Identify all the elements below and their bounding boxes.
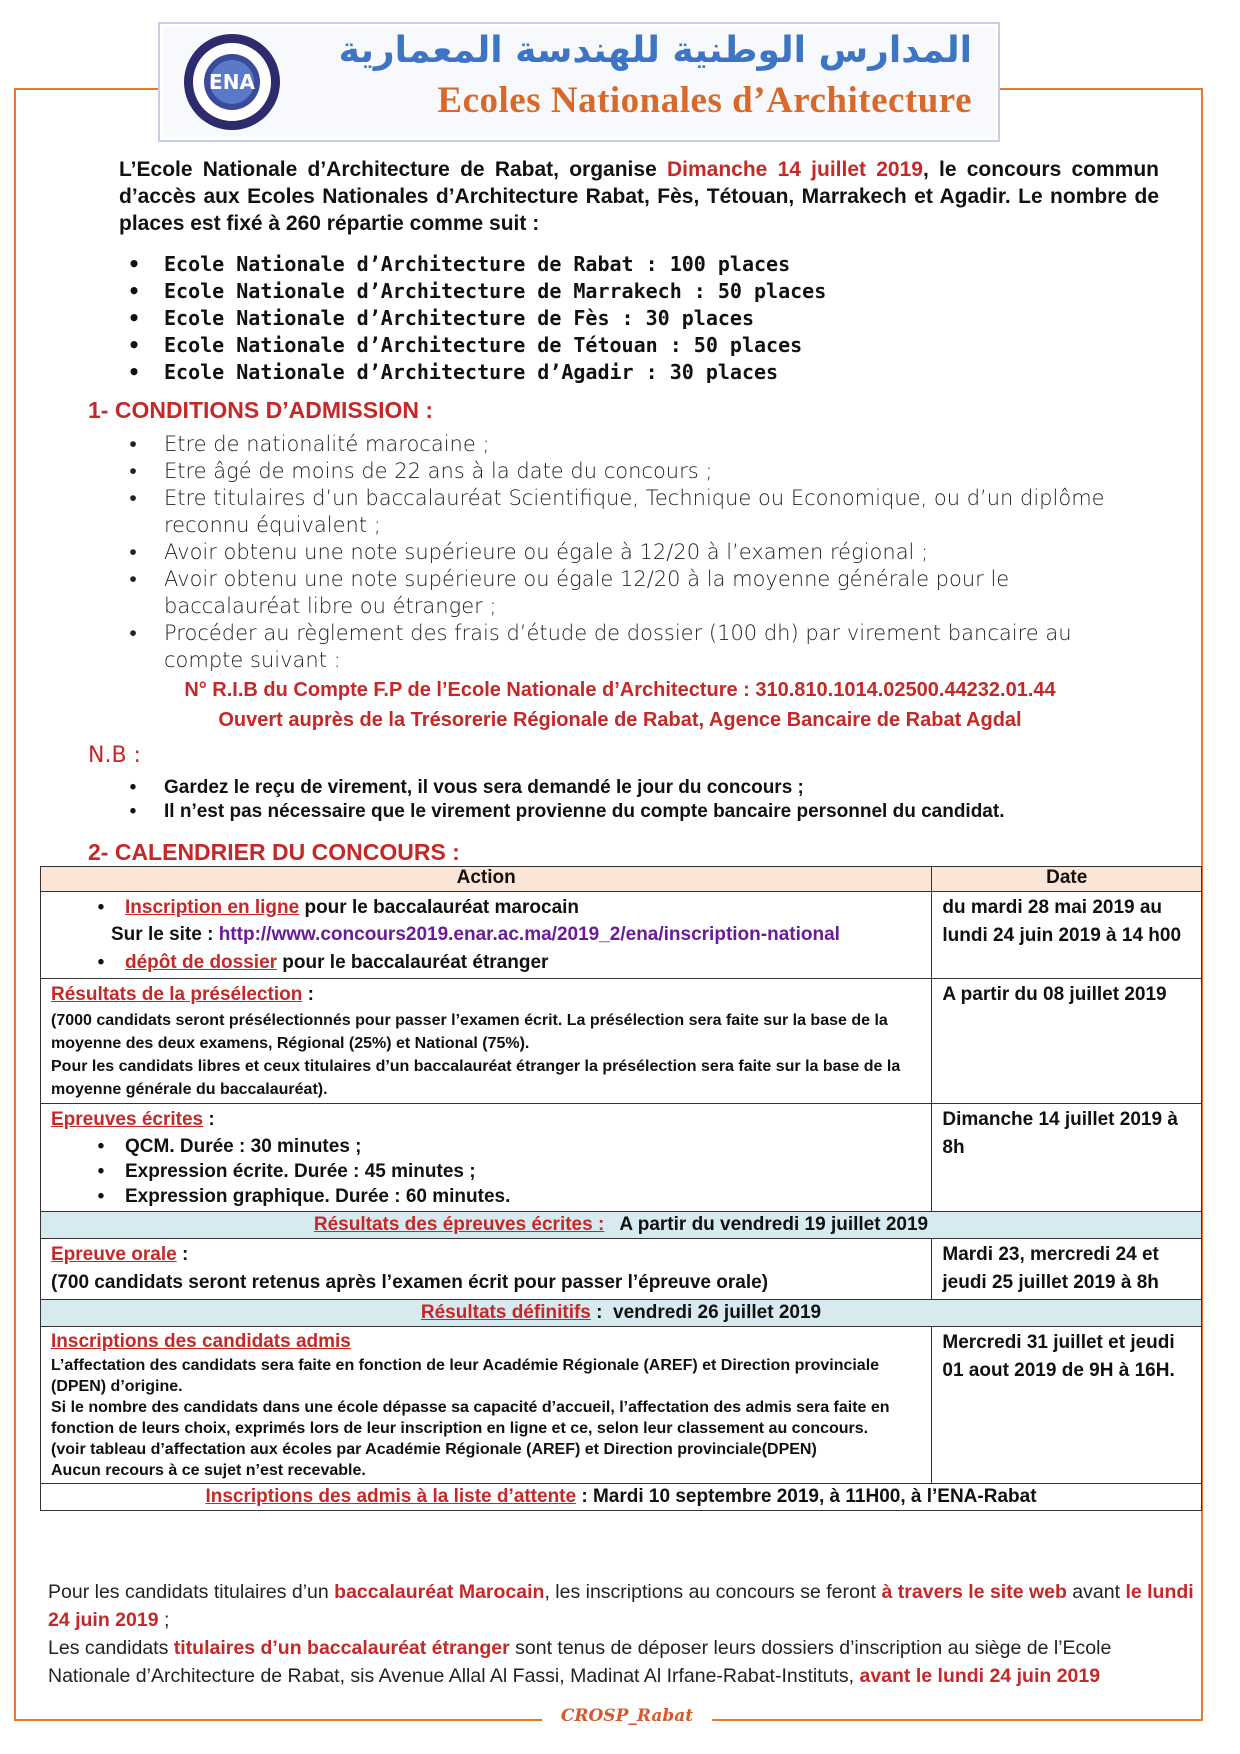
list-item: • Expression graphique. Durée : 60 minutes. <box>97 1186 511 1207</box>
condition-text: Etre de nationalité marocaine ; <box>164 432 490 456</box>
condition-text: Procéder au règlement des frais d’étude de dossier (100 dh) par virement bancaire au compte suivant : <box>164 621 1072 672</box>
orale-link[interactable]: Epreuve orale <box>51 1244 177 1265</box>
preselection-date: A partir du 08 juillet 2019 <box>932 979 1202 1104</box>
highlight: avant le lundi 24 juin 2019 <box>859 1665 1101 1687</box>
nb-text: Gardez le reçu de virement, il vous sera demandé le jour du concours ; <box>164 777 804 798</box>
logo-text: ENA <box>209 70 255 94</box>
intro-text-2: , le concours commun d’accès aux Ecoles Nationales d’Architecture Rabat, Fès, Tétouan, Marrakech et Agadir. Le nombre de places est fixé à 260 répartie comme suit : <box>119 158 1159 235</box>
table-row <box>41 1239 1202 1300</box>
table-row <box>41 979 1202 1104</box>
col-date-header: Date <box>932 867 1202 892</box>
title-arabic: المدارس الوطنية للهندسة المعمارية <box>338 30 972 71</box>
list-item: • QCM. Durée : 30 minutes ; <box>97 1136 362 1157</box>
admis-note-3: (voir tableau d’affectation aux écoles par Académie Régionale (AREF) et Direction provinciale(DPEN) <box>51 1441 817 1458</box>
text: Pour les candidats titulaires d’un <box>48 1581 335 1603</box>
attente-cell <box>41 1484 1202 1511</box>
inscription-list <box>51 894 921 921</box>
list-item: • Avoir obtenu une note supérieure ou égale 12/20 à la moyenne générale pour le baccalauréat libre ou étranger ; <box>129 567 1010 618</box>
list-item: • Expression écrite. Durée : 45 minutes ; <box>97 1161 476 1182</box>
nb-list <box>128 776 1004 824</box>
orale-note: (700 candidats seront retenus après l’examen écrit pour passer l’épreuve orale) <box>51 1272 769 1293</box>
condition-text: Avoir obtenu une note supérieure ou égale à 12/20 à l’examen régional ; <box>164 540 929 564</box>
nb-title: N.B : <box>88 743 141 768</box>
text: avant <box>1066 1581 1126 1603</box>
epreuve-text: Expression graphique. Durée : 60 minutes. <box>125 1186 511 1207</box>
table-row <box>41 1300 1202 1327</box>
list-item: • dépôt de dossier pour le baccalauréat étranger <box>97 952 549 973</box>
suffix: : <box>302 984 314 1005</box>
res-ecrites-cell <box>41 1212 1202 1239</box>
depot-link[interactable]: dépôt de dossier <box>125 952 278 973</box>
school-label: Ecole Nationale d’Architecture de Rabat : 100 places <box>164 252 791 276</box>
preselection-heading <box>51 981 921 1009</box>
admis-note-4: Aucun recours à ce sujet n’est recevable. <box>51 1462 366 1479</box>
admis-cell <box>41 1327 932 1484</box>
admis-date: Mercredi 31 juillet et jeudi 01 aout 2019 de 9H à 16H. <box>932 1327 1202 1484</box>
condition-text: Avoir obtenu une note supérieure ou égale 12/20 à la moyenne générale pour le baccalauréat libre ou étranger ; <box>164 567 1010 618</box>
table-row <box>41 1484 1202 1511</box>
ecrites-link[interactable]: Epreuves écrites <box>51 1109 204 1130</box>
bottom-notes <box>48 1578 1198 1690</box>
list-item: • Avoir obtenu une note supérieure ou égale à 12/20 à l’examen régional ; <box>129 540 929 564</box>
attente-text: : Mardi 10 septembre 2019, à 11H00, à l’ENA-Rabat <box>576 1486 1037 1507</box>
table-header-row <box>41 867 1202 892</box>
list-item: • Gardez le reçu de virement, il vous sera demandé le jour du concours ; <box>129 777 804 798</box>
list-item: • Inscription en ligne pour le baccalauréat marocain <box>97 897 580 918</box>
section-1-title: 1- CONDITIONS D’ADMISSION : <box>88 397 434 423</box>
highlight: à travers le site web <box>881 1581 1067 1603</box>
admis-link[interactable]: Inscriptions des candidats admis <box>51 1331 351 1352</box>
school-label: Ecole Nationale d’Architecture de Fès : 30 places <box>164 306 755 330</box>
site-label: Sur le site : <box>111 924 219 945</box>
orale-cell <box>41 1239 932 1300</box>
admis-note-1: L’affectation des candidats sera faite en fonction de leur Académie Régionale (AREF) et Direction provinciale (DPEN) d’origine. <box>51 1357 880 1395</box>
list-item: • Etre titulaires d’un baccalauréat Scientifique, Technique ou Economique, ou d’un diplôme reconnu équivalent ; <box>129 486 1105 537</box>
epreuve-text: QCM. Durée : 30 minutes ; <box>125 1136 362 1157</box>
bottom-paragraph-1 <box>48 1578 1198 1634</box>
list-item: • Ecole Nationale d’Architecture de Rabat : 100 places <box>128 252 791 276</box>
conditions-list <box>128 431 1138 674</box>
frame-top-right <box>998 88 1203 90</box>
frame-left <box>14 88 16 1721</box>
preselection-note-1: (7000 candidats seront présélectionnés pour passer l’examen écrit. La présélection sera faite sur la base de la moyenne des deux examens, Régional (25%) et National (75%). <box>51 1012 888 1052</box>
school-label: Ecole Nationale d’Architecture de Marrakech : 50 places <box>164 279 827 303</box>
frame-top-left <box>14 88 158 90</box>
header-banner <box>158 22 1000 142</box>
orale-heading <box>51 1241 921 1269</box>
rib-bank: Ouvert auprès de la Trésorerie Régionale de Rabat, Agence Bancaire de Rabat Agdal <box>218 709 1022 731</box>
table-row <box>41 1212 1202 1239</box>
inscription-date: du mardi 28 mai 2019 au lundi 24 juin 2019 à 14 h00 <box>932 892 1202 979</box>
inscription-text: pour le baccalauréat marocain <box>299 897 580 918</box>
definitifs-link[interactable]: Résultats définitifs <box>420 1302 591 1323</box>
col-action-header: Action <box>41 867 932 892</box>
ecrites-date: Dimanche 14 juillet 2019 à 8h <box>932 1104 1202 1212</box>
calendar-table <box>40 866 1202 1511</box>
inscription-cell <box>41 892 932 979</box>
text: , les inscriptions au concours se feront <box>544 1581 882 1603</box>
res-ecrites-text: A partir du vendredi 19 juillet 2019 <box>604 1214 929 1235</box>
intro-text-1: L’Ecole Nationale d’Architecture de Rabat, organise <box>119 158 667 181</box>
inscription-link[interactable]: Inscription en ligne <box>125 897 300 918</box>
list-item: • Ecole Nationale d’Architecture de Tétouan : 50 places <box>128 333 803 357</box>
preselection-note-2: Pour les candidats libres et ceux titulaires d’un baccalauréat étranger la présélection sera faite sur la base de la moyenne générale du baccalauréat). <box>51 1058 901 1098</box>
text: ; <box>158 1609 170 1631</box>
rib-number: N° R.I.B du Compte F.P de l’Ecole Nationale d’Architecture : 310.810.1014.02500.44232.01.44 <box>184 679 1056 701</box>
list-item: • Etre âgé de moins de 22 ans à la date du concours ; <box>129 459 713 483</box>
frame-bottom-right <box>712 1719 1203 1721</box>
list-item: • Ecole Nationale d’Architecture de Fès : 30 places <box>128 306 755 330</box>
list-item: • Procéder au règlement des frais d’étude de dossier (100 dh) par virement bancaire au compte suivant : <box>129 621 1072 672</box>
site-url-link[interactable]: http://www.concours2019.enar.ac.ma/2019_2/ena/inscription-national <box>218 924 840 945</box>
table-row <box>41 1327 1202 1484</box>
school-label: Ecole Nationale d’Architecture d’Agadir : 30 places <box>164 360 779 384</box>
schools-list <box>128 251 826 386</box>
text: sont tenus de déposer leurs dossiers d’inscription au siège de l’Ecole Nationale d’Architecture de Rabat, sis Avenue Allal Al Fassi, Madinat Al Irfane-Rabat-Instituts, <box>48 1637 1112 1687</box>
footer-signature: CROSP_Rabat <box>560 1706 694 1726</box>
suffix: : <box>176 1244 189 1265</box>
res-ecrites-link[interactable]: Résultats des épreuves écrites : <box>313 1214 605 1235</box>
highlight: le lundi 24 juin 2019 <box>48 1581 1194 1631</box>
list-item: • Ecole Nationale d’Architecture de Marrakech : 50 places <box>128 279 827 303</box>
list-item: • Il n’est pas nécessaire que le virement provienne du compte bancaire personnel du candidat. <box>129 801 1005 822</box>
table-row <box>41 892 1202 979</box>
condition-text: Etre âgé de moins de 22 ans à la date du concours ; <box>164 459 713 483</box>
nb-text: Il n’est pas nécessaire que le virement provienne du compte bancaire personnel du candidat. <box>164 801 1005 822</box>
site-line <box>51 921 921 949</box>
frame-bottom-left <box>14 1719 542 1721</box>
suffix: : <box>203 1109 215 1130</box>
list-item: • Ecole Nationale d’Architecture d’Agadir : 30 places <box>128 360 779 384</box>
title-french: Ecoles Nationales d’Architecture <box>437 80 972 121</box>
ecrites-cell <box>41 1104 932 1212</box>
highlight: titulaires d’un baccalauréat étranger <box>173 1637 510 1659</box>
school-label: Ecole Nationale d’Architecture de Tétouan : 50 places <box>164 333 803 357</box>
table-row <box>41 1104 1202 1212</box>
admis-note-2: Si le nombre des candidats dans une école dépasse sa capacité d’accueil, l’affectation des admis sera faite en fonction de leurs choix, exprimés lors de leur inscription en ligne et ce, selon leur classement au concours. <box>51 1399 890 1437</box>
orale-date: Mardi 23, mercredi 24 et jeudi 25 juillet 2019 à 8h <box>932 1239 1202 1300</box>
ecrites-list <box>51 1134 921 1209</box>
depot-list <box>51 949 921 976</box>
highlight: baccalauréat Marocain <box>334 1581 545 1603</box>
text: Les candidats <box>48 1637 174 1659</box>
ecrites-heading <box>51 1106 921 1134</box>
epreuve-text: Expression écrite. Durée : 45 minutes ; <box>125 1161 476 1182</box>
section-2-title: 2- CALENDRIER DU CONCOURS : <box>88 839 460 865</box>
intro-date: Dimanche 14 juillet 2019 <box>666 158 923 181</box>
ena-logo <box>182 32 282 132</box>
definitifs-cell <box>41 1300 1202 1327</box>
condition-text: Etre titulaires d’un baccalauréat Scientifique, Technique ou Economique, ou d’un diplôme reconnu équivalent ; <box>164 486 1105 537</box>
intro-paragraph <box>119 156 1159 237</box>
preselection-link[interactable]: Résultats de la présélection <box>51 984 303 1005</box>
bottom-paragraph-2 <box>48 1634 1198 1690</box>
admis-heading <box>51 1329 921 1355</box>
preselection-cell <box>41 979 932 1104</box>
depot-text: pour le baccalauréat étranger <box>277 952 549 973</box>
list-item: • Etre de nationalité marocaine ; <box>129 432 490 456</box>
attente-link[interactable]: Inscriptions des admis à la liste d’attente <box>205 1486 577 1507</box>
definitifs-text: : vendredi 26 juillet 2019 <box>590 1302 822 1323</box>
